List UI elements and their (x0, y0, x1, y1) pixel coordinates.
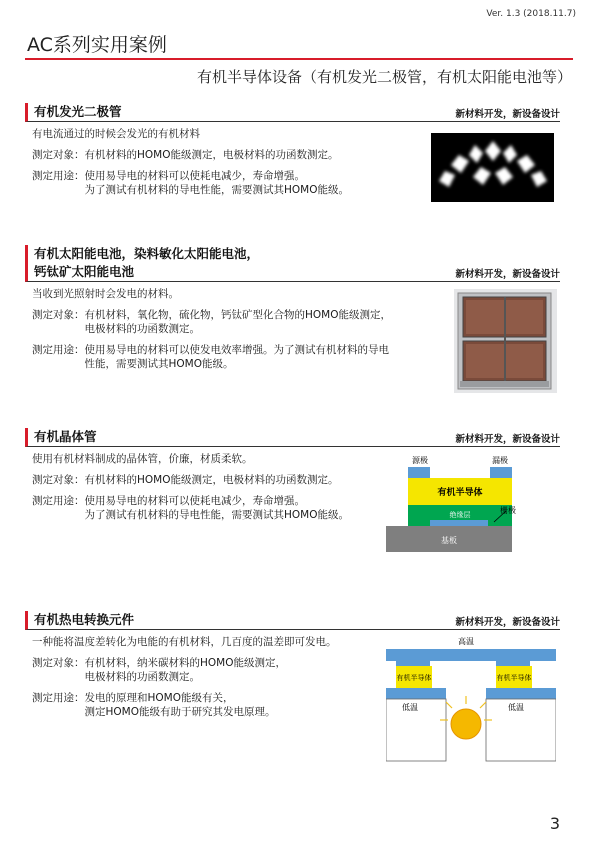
section-title: 有机发光二极管 (34, 104, 122, 119)
left-low-temp-label: 低温 (402, 703, 418, 712)
use-label: 测定用途： (32, 344, 85, 356)
section-title: 有机太阳能电池，染料敏化太阳能电池， (34, 246, 260, 261)
use-line: 发电的原理和HOMO能级有关， (84, 692, 234, 704)
target-label: 测定对象： (32, 657, 85, 669)
high-temp-label: 高温 (458, 637, 474, 646)
transistor-diagram (386, 453, 518, 557)
target-line: 电极材料的功函数测定。 (84, 323, 200, 335)
section-title: 有机热电转换元件 (34, 612, 135, 627)
page-subtitle: 有机半导体设备（有机发光二极管，有机太阳能电池等） (196, 68, 572, 86)
target-line: 有机材料的HOMO能级测定，电极材料的功函数测定。 (84, 474, 339, 486)
target-line: 有机材料，纳米碳材料的HOMO能级测定， (84, 657, 286, 669)
gate-label: 栅极 (500, 506, 516, 515)
use-label: 测定用途： (32, 170, 85, 182)
target-label: 测定对象： (32, 149, 85, 161)
section-header (25, 103, 560, 122)
use-line: 测定HOMO能级有助于研究其发电原理。 (84, 706, 276, 718)
gate-electrode (430, 520, 488, 526)
section-header (25, 611, 560, 630)
use-line: 为了测试有机材料的导电性能，需要测试其HOMO能级。 (84, 184, 349, 196)
target-line: 有机材料的HOMO能级测定，电极材料的功函数测定。 (84, 149, 339, 161)
section-header (25, 428, 560, 447)
section-tag: 新材料开发，新设备设计 (455, 109, 560, 120)
drain-label: 漏极 (492, 456, 508, 465)
semiconductor-label: 有机半导体 (437, 488, 483, 498)
substrate-label: 基板 (441, 536, 457, 545)
use-line: 为了测试有机材料的导电性能，需要测试其HOMO能级。 (84, 509, 349, 521)
insulator-label: 绝缘层 (449, 511, 471, 519)
top-plate (386, 649, 556, 661)
target-label: 测定对象： (32, 474, 85, 486)
page-title: AC系列实用案例 (27, 34, 167, 56)
section-description: 使用有机材料制成的晶体管，价廉，材质柔软。 (32, 453, 253, 465)
right-semiconductor-label: 有机半导体 (496, 674, 532, 682)
page-number: 3 (549, 814, 560, 833)
version-label: Ver. 1.3 (2018.11.7) (486, 9, 576, 19)
right-low-temp-label: 低温 (508, 703, 524, 712)
section-description: 当收到光照射时会发电的材料。 (32, 288, 179, 300)
thermoelectric-diagram (386, 634, 556, 764)
target-line: 电极材料的功函数测定。 (84, 671, 200, 683)
solar-cabinet-photo (454, 289, 557, 393)
source-label: 源极 (412, 456, 428, 465)
target-label: 测定对象： (32, 309, 85, 321)
left-bottom-plate (386, 688, 446, 699)
section-tag: 新材料开发，新设备设计 (455, 269, 560, 280)
use-label: 测定用途： (32, 495, 85, 507)
oled-photo (431, 133, 554, 202)
section-description: 有电流通过的时候会发光的有机材料 (32, 128, 200, 140)
use-line: 使用易导电的材料可以使耗电减少，寿命增强。 (84, 170, 305, 182)
section-tag: 新材料开发，新设备设计 (455, 434, 560, 445)
section-title: 钙钛矿太阳能电池 (34, 264, 135, 279)
title-divider (25, 58, 573, 60)
source-electrode (408, 467, 430, 478)
drain-electrode (490, 467, 512, 478)
left-semiconductor-label: 有机半导体 (396, 674, 432, 682)
heat-source-icon (451, 709, 481, 739)
section-tag: 新材料开发，新设备设计 (455, 617, 560, 628)
target-line: 有机材料，氧化物，硫化物，钙钛矿型化合物的HOMO能级测定， (84, 309, 391, 321)
section-description: 一种能将温度差转化为电能的有机材料，几百度的温差即可发电。 (32, 636, 337, 648)
right-bottom-plate (486, 688, 556, 699)
use-line: 性能，需要测试其HOMO能级。 (84, 358, 234, 370)
use-label: 测定用途： (32, 692, 85, 704)
use-line: 使用易导电的材料可以使耗电减少，寿命增强。 (84, 495, 305, 507)
section-title: 有机晶体管 (34, 429, 97, 444)
section-header (25, 245, 560, 282)
use-line: 使用易导电的材料可以使发电效率增强。为了测试有机材料的导电 (84, 344, 389, 356)
